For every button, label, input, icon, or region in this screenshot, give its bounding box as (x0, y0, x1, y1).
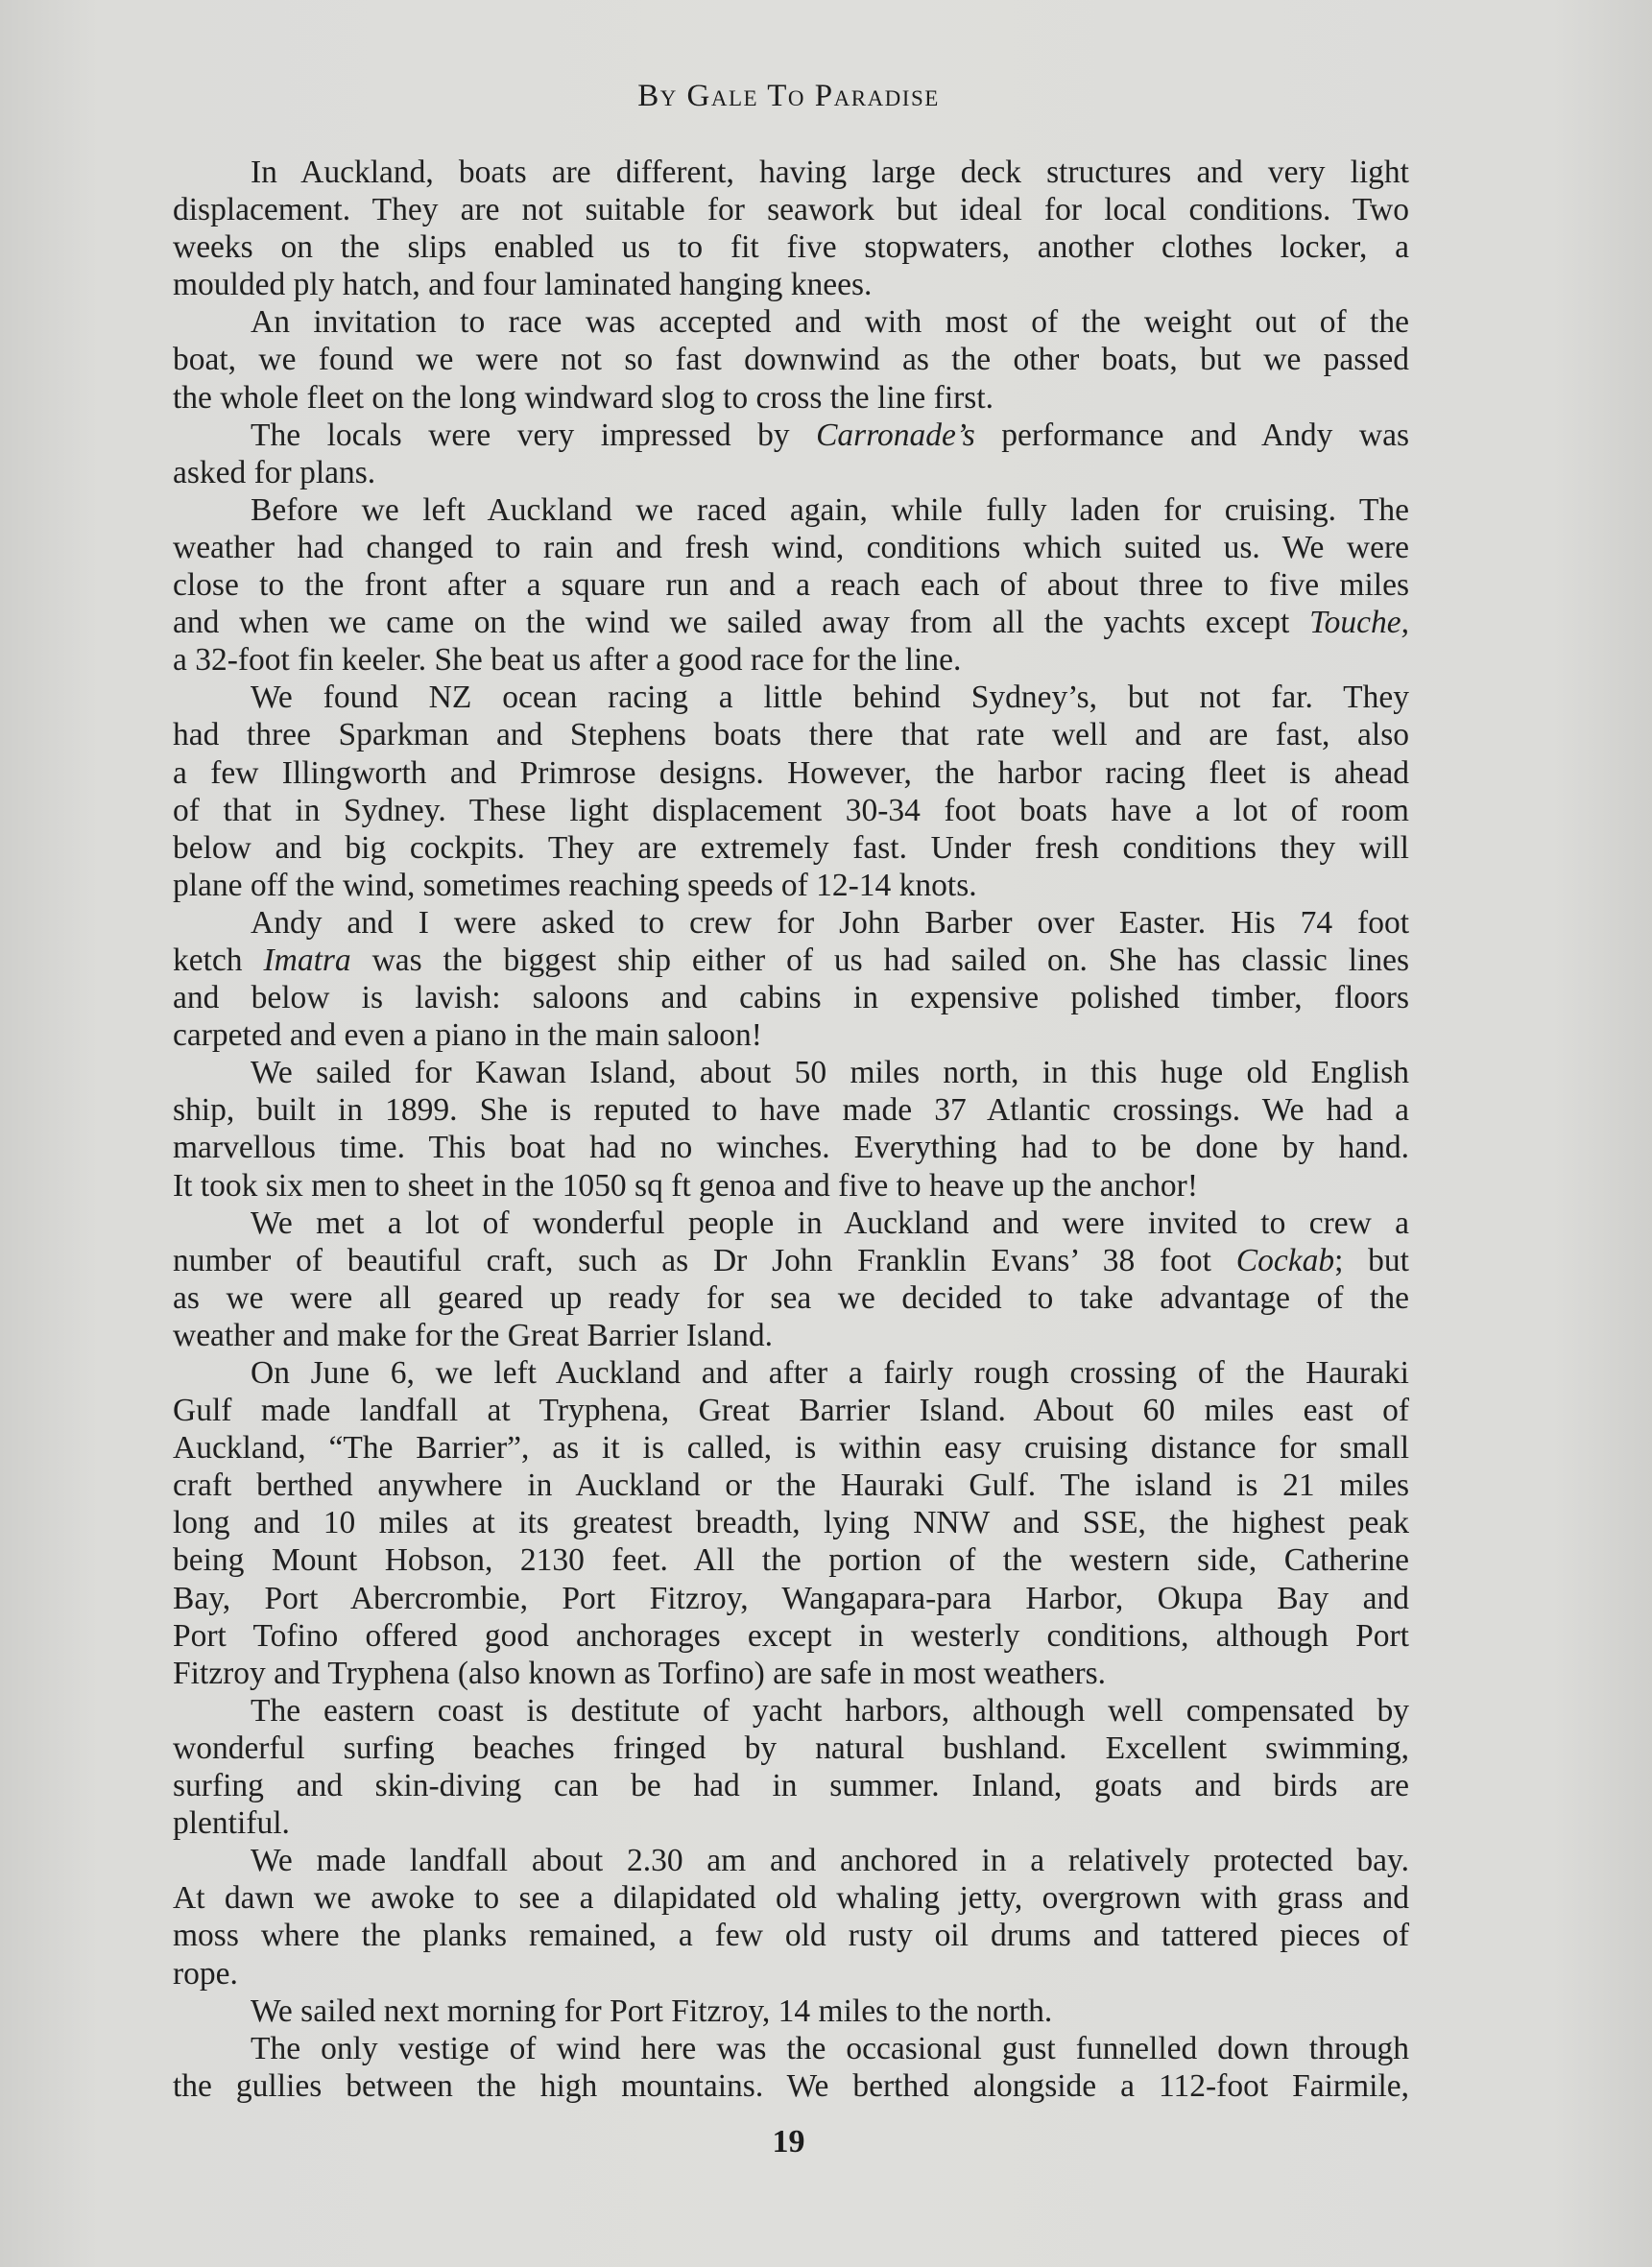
paragraph (173, 417, 1409, 491)
text-line: being Mount Hobson, 2130 feet. All the portion of the western side, Catherine (173, 1542, 1409, 1579)
paragraph (173, 491, 1409, 679)
paragraph (173, 1205, 1409, 1354)
text-line: rope. (173, 1955, 238, 1992)
text-line: An invitation to race was accepted and with most of the weight out of the (251, 304, 1409, 341)
text-line: Andy and I were asked to crew for John Barber over Easter. His 74 foot (251, 904, 1409, 941)
text-line: the gullies between the high mountains. We berthed alongside a 112-foot Fairmile, (173, 2067, 1409, 2104)
paragraph (173, 1692, 1409, 1842)
text-line: and below is lavish: saloons and cabins in expensive polished timber, floors (173, 980, 1409, 1016)
text-line: In Auckland, boats are different, having large deck structures and very light (251, 155, 1409, 190)
paragraph (173, 1993, 1409, 2030)
text-line: ketch Imatra was the biggest ship either of us had sailed on. She has classic lines (173, 942, 1409, 978)
italic-title: Touche, (1309, 605, 1409, 641)
text-line: Auckland, “The Barrier”, as it is called, is within easy cruising distance for small (173, 1430, 1409, 1467)
text-line: It took six men to sheet in the 1050 sq ft genoa and five to heave up the anchor! (173, 1167, 1198, 1204)
text-line: number of beautiful craft, such as Dr John Franklin Evans’ 38 foot Cockab; but (173, 1242, 1409, 1278)
text-line: a 32-foot fin keeler. She beat us after a good race for the line. (173, 642, 962, 679)
text-line: boat, we found we were not so fast downwind as the other boats, but we passed (173, 342, 1409, 378)
text-line: surfing and skin-diving can be had in summer. Inland, goats and birds are (173, 1768, 1409, 1804)
text-line: On June 6, we left Auckland and after a fairly rough crossing of the Hauraki (251, 1355, 1409, 1391)
text-line: We found NZ ocean racing a little behind Sydney’s, but not far. They (251, 680, 1409, 716)
text-line: Port Tofino offered good anchorages except in westerly conditions, although Port (173, 1617, 1409, 1654)
paragraph (173, 1842, 1409, 1992)
page-number: 19 (772, 2124, 805, 2160)
text-line: asked for plans. (173, 454, 376, 490)
text-line: plentiful. (173, 1805, 290, 1842)
italic-title: Imatra (263, 942, 351, 978)
text-line: Bay, Port Abercrombie, Port Fitzroy, Wangapara-para Harbor, Okupa Bay and (173, 1580, 1409, 1616)
text-line: weather and make for the Great Barrier Island. (173, 1317, 774, 1353)
text-line: plane off the wind, sometimes reaching speeds of 12-14 knots. (173, 867, 977, 903)
text-line: The only vestige of wind here was the occasional gust funnelled down through (251, 2030, 1409, 2066)
paragraph (173, 904, 1409, 1054)
text-line: had three Sparkman and Stephens boats there that rate well and are fast, also (173, 717, 1409, 753)
text-line: of that in Sydney. These light displacement 30-34 foot boats have a lot of room (173, 792, 1409, 828)
text-line: We sailed next morning for Port Fitzroy, 14 miles to the north. (251, 1993, 1053, 2029)
text-line: moulded ply hatch, and four laminated hanging knees. (173, 267, 873, 303)
paragraph (173, 679, 1409, 904)
paragraph (173, 1354, 1409, 1692)
text-line: and when we came on the wind we sailed away from all the yachts except Touche, (173, 605, 1409, 641)
text-line: weather had changed to rain and fresh wind, conditions which suited us. We were (173, 529, 1409, 565)
paragraph (173, 154, 1409, 303)
text-line: We met a lot of wonderful people in Auckland and were invited to crew a (251, 1205, 1409, 1241)
text-line: marvellous time. This boat had no winches. Everything had to be done by hand. (173, 1130, 1409, 1166)
text-line: close to the front after a square run and a reach each of about three to five miles (173, 567, 1409, 604)
text-line: We sailed for Kawan Island, about 50 miles north, in this huge old English (251, 1055, 1409, 1091)
text-line: Before we left Auckland we raced again, while fully laden for cruising. The (251, 491, 1409, 528)
text-line: displacement. They are not suitable for seawork but ideal for local conditions. Two (173, 192, 1409, 228)
text-line: The eastern coast is destitute of yacht harbors, although well compensated by (251, 1692, 1409, 1729)
text-line: carpeted and even a piano in the main saloon! (173, 1017, 762, 1054)
text-line: Gulf made landfall at Tryphena, Great Barrier Island. About 60 miles east of (173, 1393, 1409, 1429)
text-line: Fitzroy and Tryphena (also known as Torfino) are safe in most weathers. (173, 1655, 1107, 1691)
text-line: as we were all geared up ready for sea we decided to take advantage of the (173, 1279, 1409, 1316)
text-line: wonderful surfing beaches fringed by natural bushland. Excellent swimming, (173, 1730, 1409, 1766)
italic-title: Cockab (1235, 1242, 1335, 1278)
paragraph (173, 1054, 1409, 1204)
paragraph (173, 303, 1409, 416)
italic-title: Carronade’s (816, 417, 975, 453)
text-line: long and 10 miles at its greatest breadth, lying NNW and SSE, the highest peak (173, 1505, 1409, 1541)
text-line: craft berthed anywhere in Auckland or the Hauraki Gulf. The island is 21 miles (173, 1468, 1409, 1504)
running-head: By Gale To Paradise (637, 79, 940, 113)
text-line: The locals were very impressed by Carronade’s performance and Andy was (251, 417, 1409, 453)
paragraph (173, 2030, 1409, 2105)
text-line: a few Illingworth and Primrose designs. However, the harbor racing fleet is ahead (173, 754, 1409, 791)
body-text (173, 154, 1409, 2105)
text-line: We made landfall about 2.30 am and anchored in a relatively protected bay. (251, 1843, 1409, 1879)
text-line: ship, built in 1899. She is reputed to have made 37 Atlantic crossings. We had a (173, 1092, 1409, 1129)
text-line: the whole fleet on the long windward slog to cross the line first. (173, 379, 994, 416)
text-line: weeks on the slips enabled us to fit five stopwaters, another clothes locker, a (173, 229, 1409, 266)
text-line: moss where the planks remained, a few old rusty oil drums and tattered pieces of (173, 1918, 1409, 1954)
text-line: At dawn we awoke to see a dilapidated old whaling jetty, overgrown with grass and (173, 1880, 1409, 1917)
text-line: below and big cockpits. They are extremely fast. Under fresh conditions they will (173, 829, 1409, 866)
